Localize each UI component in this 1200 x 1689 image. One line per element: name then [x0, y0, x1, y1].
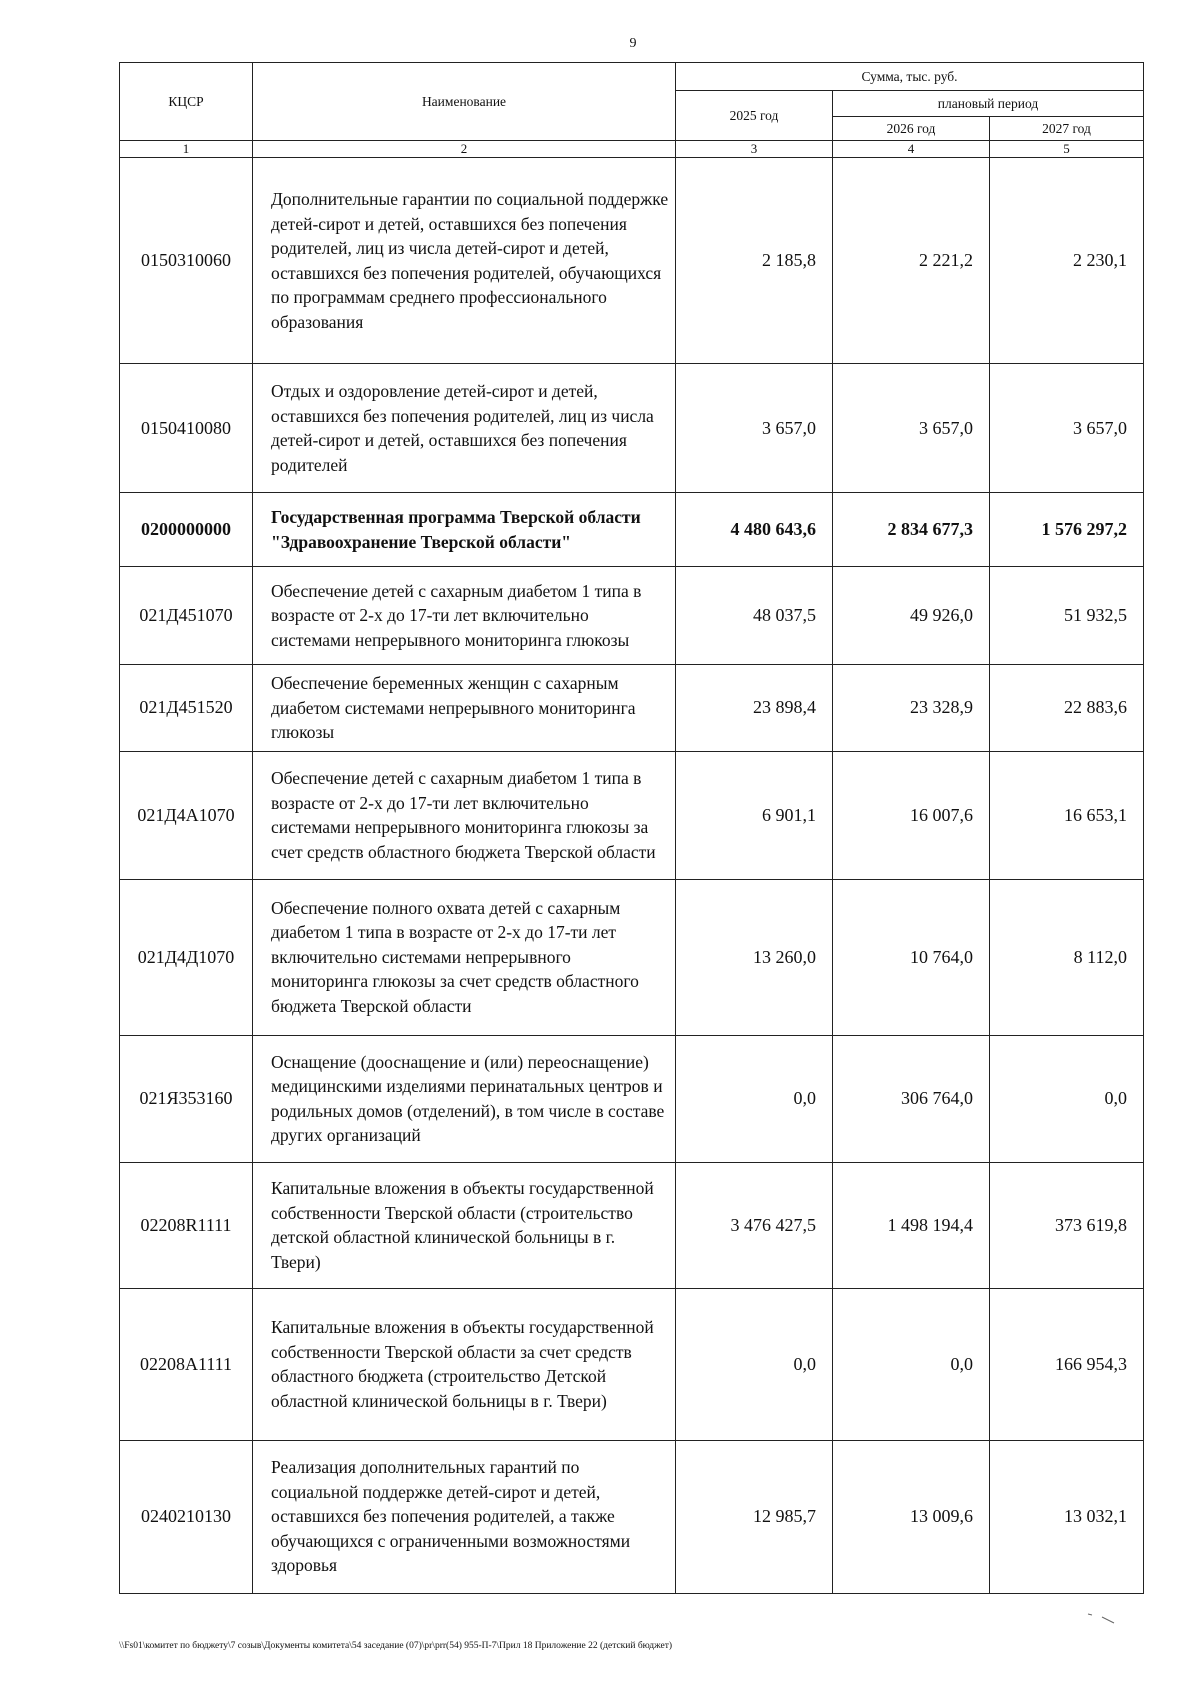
amount-2026-cell: 1 498 194,4 [833, 1162, 990, 1288]
table-row [120, 879, 1144, 1035]
amount-2026-cell: 306 764,0 [833, 1035, 990, 1162]
table-row [120, 1162, 1144, 1288]
scan-artifact-mark [1086, 1612, 1116, 1624]
table-row [120, 493, 1144, 567]
kcsr-code-cell: 0240210130 [120, 1440, 253, 1593]
header-sum: Сумма, тыс. руб. [676, 63, 1144, 91]
kcsr-code-cell: 02208A1111 [120, 1288, 253, 1440]
item-name-cell: Государственная программа Тверской области "Здравоохранение Тверской области" [253, 493, 676, 567]
header-name: Наименование [253, 63, 676, 141]
item-name-cell: Обеспечение детей с сахарным диабетом 1 типа в возрасте от 2-х до 17-ти лет включительно системами непрерывного мониторинга глюкозы [253, 567, 676, 665]
item-name-cell: Обеспечение беременных женщин с сахарным диабетом системами непрерывного мониторинга глюкозы [253, 665, 676, 752]
amount-2025-cell: 12 985,7 [676, 1440, 833, 1593]
kcsr-code-cell: 0150310060 [120, 158, 253, 364]
amount-2026-cell: 0,0 [833, 1288, 990, 1440]
amount-2026-cell: 16 007,6 [833, 751, 990, 879]
amount-2026-cell: 13 009,6 [833, 1440, 990, 1593]
table-row [120, 1440, 1144, 1593]
item-name-cell: Обеспечение детей с сахарным диабетом 1 типа в возрасте от 2-х до 17-ти лет включительно системами непрерывного мониторинга глюкозы за счет средств областного бюджета Тверской области [253, 751, 676, 879]
kcsr-code-cell: 021Д4Д1070 [120, 879, 253, 1035]
page-number: 9 [629, 36, 637, 51]
table-row [120, 751, 1144, 879]
amount-2027-cell: 13 032,1 [990, 1440, 1144, 1593]
amount-2026-cell: 23 328,9 [833, 665, 990, 752]
amount-2025-cell: 23 898,4 [676, 665, 833, 752]
header-kcsr: КЦСР [120, 63, 253, 141]
kcsr-code-cell: 0200000000 [120, 493, 253, 567]
amount-2025-cell: 0,0 [676, 1035, 833, 1162]
amount-2027-cell: 51 932,5 [990, 567, 1144, 665]
kcsr-code-cell: 021Д451070 [120, 567, 253, 665]
column-number: 5 [990, 141, 1144, 158]
amount-2025-cell: 13 260,0 [676, 879, 833, 1035]
budget-table [119, 62, 1144, 1594]
amount-2025-cell: 2 185,8 [676, 158, 833, 364]
header-year-2026: 2026 год [833, 117, 990, 141]
column-number: 1 [120, 141, 253, 158]
amount-2025-cell: 3 657,0 [676, 364, 833, 493]
amount-2026-cell: 3 657,0 [833, 364, 990, 493]
header-year-2025: 2025 год [676, 91, 833, 141]
amount-2026-cell: 2 834 677,3 [833, 493, 990, 567]
kcsr-code-cell: 021Д451520 [120, 665, 253, 752]
amount-2025-cell: 48 037,5 [676, 567, 833, 665]
table-row [120, 665, 1144, 752]
column-number: 2 [253, 141, 676, 158]
item-name-cell: Реализация дополнительных гарантий по социальной поддержке детей-сирот и детей, оставшихся без попечения родителей, а также обучающихся с ограниченными возможностями здоровья [253, 1440, 676, 1593]
table-row [120, 364, 1144, 493]
table-row [120, 1035, 1144, 1162]
item-name-cell: Оснащение (дооснащение и (или) переоснащение) медицинскими изделиями перинатальных центров и родильных домов (отделений), в том числе в составе других организаций [253, 1035, 676, 1162]
header-planned-period: плановый период [833, 91, 1144, 117]
header-year-2027: 2027 год [990, 117, 1144, 141]
amount-2026-cell: 10 764,0 [833, 879, 990, 1035]
kcsr-code-cell: 0150410080 [120, 364, 253, 493]
amount-2027-cell: 373 619,8 [990, 1162, 1144, 1288]
item-name-cell: Капитальные вложения в объекты государственной собственности Тверской области (строительство детской областной клинической больницы в г. Твери) [253, 1162, 676, 1288]
kcsr-code-cell: 021Д4А1070 [120, 751, 253, 879]
amount-2027-cell: 8 112,0 [990, 879, 1144, 1035]
amount-2027-cell: 166 954,3 [990, 1288, 1144, 1440]
amount-2027-cell: 1 576 297,2 [990, 493, 1144, 567]
amount-2026-cell: 2 221,2 [833, 158, 990, 364]
amount-2025-cell: 4 480 643,6 [676, 493, 833, 567]
table-row [120, 1288, 1144, 1440]
amount-2027-cell: 0,0 [990, 1035, 1144, 1162]
kcsr-code-cell: 021Я353160 [120, 1035, 253, 1162]
amount-2026-cell: 49 926,0 [833, 567, 990, 665]
amount-2027-cell: 2 230,1 [990, 158, 1144, 364]
amount-2025-cell: 3 476 427,5 [676, 1162, 833, 1288]
amount-2025-cell: 0,0 [676, 1288, 833, 1440]
column-number: 4 [833, 141, 990, 158]
amount-2025-cell: 6 901,1 [676, 751, 833, 879]
amount-2027-cell: 16 653,1 [990, 751, 1144, 879]
kcsr-code-cell: 02208R1111 [120, 1162, 253, 1288]
column-number: 3 [676, 141, 833, 158]
amount-2027-cell: 3 657,0 [990, 364, 1144, 493]
table-row [120, 158, 1144, 364]
item-name-cell: Дополнительные гарантии по социальной поддержке детей-сирот и детей, оставшихся без попечения родителей, лиц из числа детей-сирот и детей, оставшихся без попечения родителей, обучающихся по программам среднего профессионального образования [253, 158, 676, 364]
table-row [120, 567, 1144, 665]
item-name-cell: Обеспечение полного охвата детей с сахарным диабетом 1 типа в возрасте от 2-х до 17-ти лет включительно системами непрерывного мониторинга глюкозы за счет средств областного бюджета Тверской области [253, 879, 676, 1035]
item-name-cell: Капитальные вложения в объекты государственной собственности Тверской области за счет средств областного бюджета (строительство Детской областной клинической больницы в г. Твери) [253, 1288, 676, 1440]
amount-2027-cell: 22 883,6 [990, 665, 1144, 752]
file-path-footer: \\Fs01\комитет по бюджету\7 созыв\Документы комитета\54 заседание (07)\pr\prr(54) 955-П-7\Прил 18 Приложение 22 (детский бюджет) [119, 1641, 673, 1651]
item-name-cell: Отдых и оздоровление детей-сирот и детей, оставшихся без попечения родителей, лиц из числа детей-сирот и детей, оставшихся без попечения родителей [253, 364, 676, 493]
